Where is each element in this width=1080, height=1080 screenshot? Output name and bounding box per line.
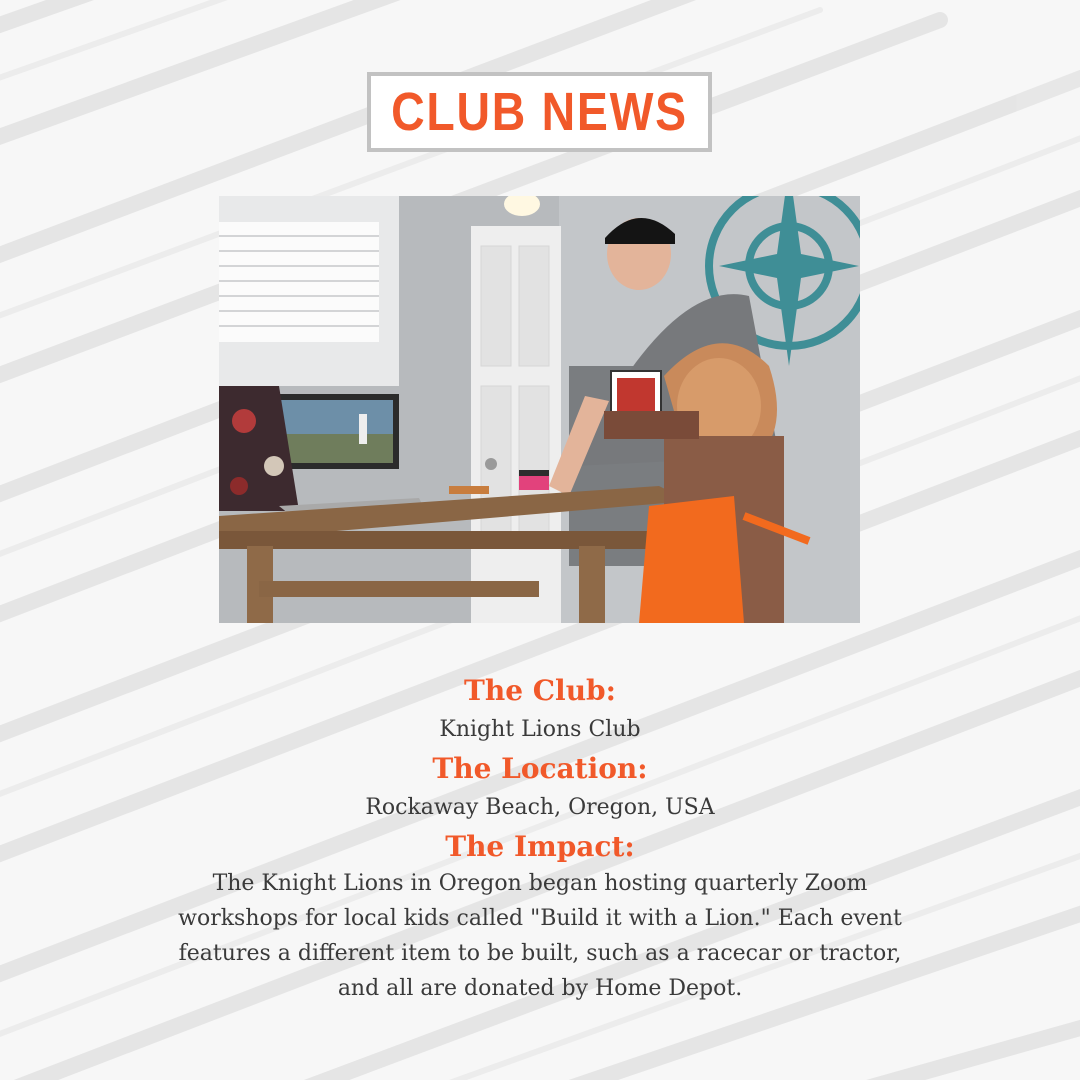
club-news-title-box <box>367 72 712 152</box>
club-heading: The Club: <box>464 674 616 707</box>
location-value: Rockaway Beach, Oregon, USA <box>365 795 715 820</box>
location-heading: The Location: <box>432 752 648 785</box>
impact-description: The Knight Lions in Oregon began hosting quarterly Zoom workshops for local kids called "Build it with a Lion." Each event features a different item to be built, such as a racecar or tractor, and all are donated by Home Depot. <box>178 871 902 1001</box>
club-name: Knight Lions Club <box>439 717 641 742</box>
feature-photo <box>219 196 860 623</box>
impact-heading: The Impact: <box>445 830 635 863</box>
page-title: CLUB NEWS <box>391 82 688 142</box>
photo-illustration <box>219 196 860 623</box>
club-info <box>140 672 940 1006</box>
